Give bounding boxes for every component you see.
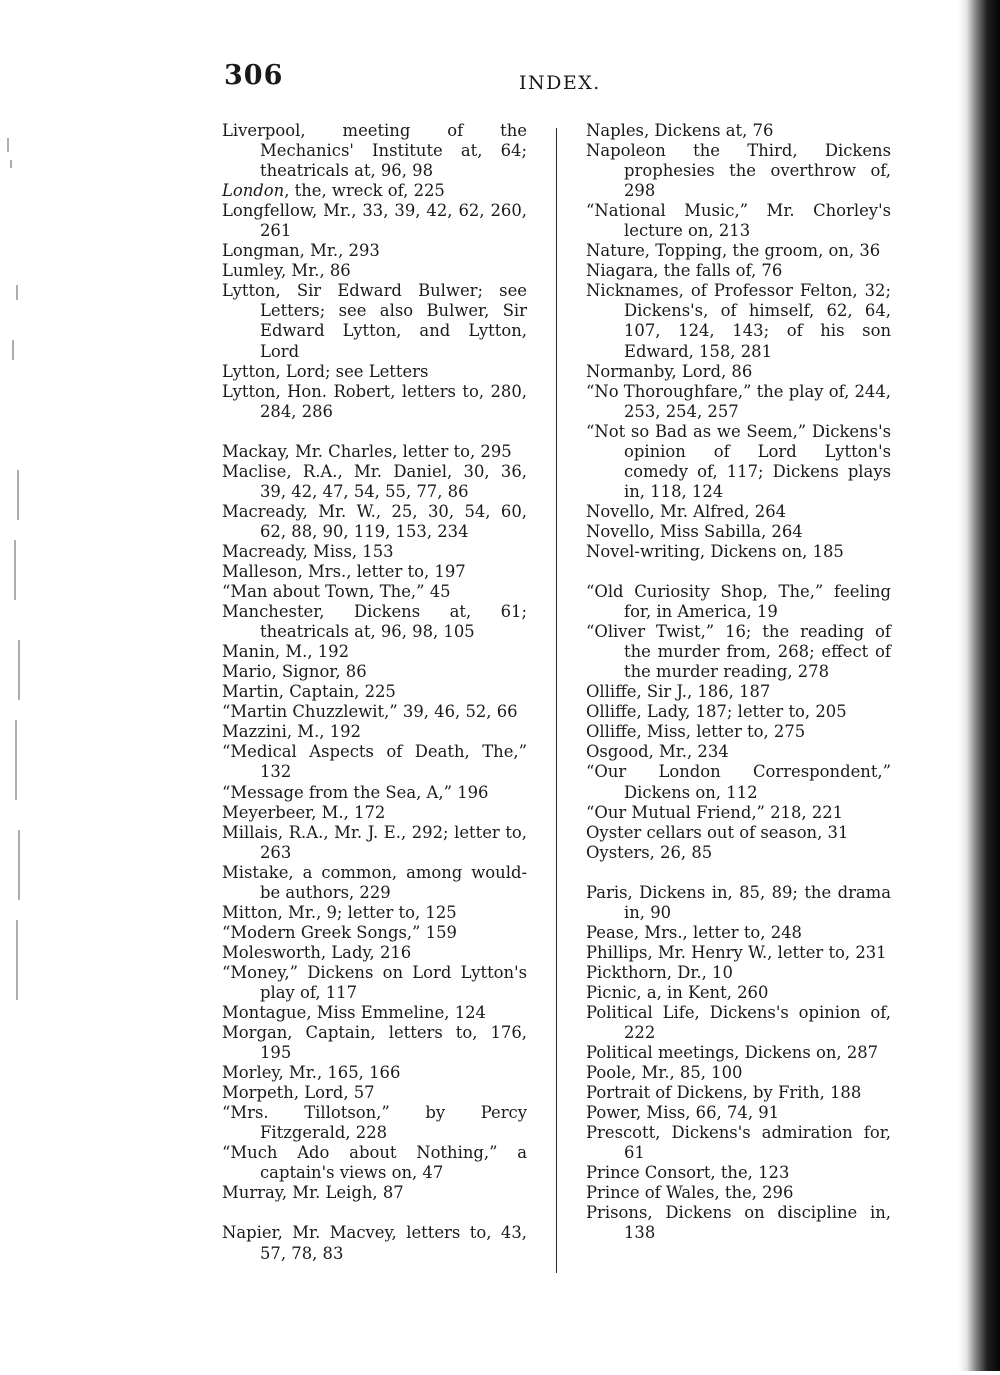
- index-entry: “Not so Bad as we Seem,” Dickens's opinion of Lord Lytton's comedy of, 117; Dickens plays in, 118, 124: [586, 421, 891, 501]
- index-entry: “Message from the Sea, A,” 196: [222, 782, 489, 802]
- index-entry: Longfellow, Mr., 33, 39, 42, 62, 260, 261: [222, 201, 527, 241]
- index-entry: Napier, Mr. Macvey, letters to, 43, 57, 78, 83: [222, 1223, 527, 1263]
- index-entry: Osgood, Mr., 234: [586, 742, 729, 762]
- index-entry: Lytton, Sir Edward Bulwer; see Letters; see also Bulwer, Sir Edward Lytton, and Lytton, Lord: [222, 281, 527, 361]
- index-entry: Power, Miss, 66, 74, 91: [586, 1103, 780, 1123]
- index-entry: Manchester, Dickens at, 61; theatricals at, 96, 98, 105: [222, 602, 527, 642]
- index-entry: Prisons, Dickens on discipline in, 138: [586, 1203, 891, 1243]
- index-entry: “Much Ado about Nothing,” a captain's views on, 47: [222, 1143, 527, 1183]
- index-entry: Lytton, Lord; see Letters: [222, 361, 429, 381]
- page-edge-left: [0, 0, 30, 1371]
- index-column-left: [222, 121, 527, 1264]
- index-entry: Millais, R.A., Mr. J. E., 292; letter to, 263: [222, 822, 527, 862]
- index-entry: “Modern Greek Songs,” 159: [222, 922, 457, 942]
- page-edge-right-shadow: [958, 0, 1000, 1371]
- index-entry: “Oliver Twist,” 16; the reading of the murder from, 268; effect of the murder reading, 278: [586, 622, 891, 682]
- index-entry: Novello, Mr. Alfred, 264: [586, 501, 787, 521]
- index-entry: Lytton, Hon. Robert, letters to, 280, 284, 286: [222, 381, 527, 421]
- letter-section-gap: [586, 562, 891, 582]
- letter-section-gap: [222, 1203, 527, 1223]
- column-divider: [556, 128, 557, 1273]
- index-entry: “Our Mutual Friend,” 218, 221: [586, 802, 844, 822]
- index-entry: Political Life, Dickens's opinion of, 222: [586, 1002, 891, 1043]
- index-entry: Pease, Mrs., letter to, 248: [586, 922, 802, 942]
- index-entry: London, the, wreck of, 225: [222, 181, 445, 201]
- index-entry: Morgan, Captain, letters to, 176, 195: [222, 1023, 527, 1063]
- index-entry: Poole, Mr., 85, 100: [586, 1063, 743, 1083]
- page-number: 306: [224, 60, 284, 91]
- index-entry: “Martin Chuzzlewit,” 39, 46, 52, 66: [222, 702, 518, 722]
- index-entry: Oysters, 26, 85: [586, 842, 713, 862]
- index-entry: “Old Curiosity Shop, The,” feeling for, in America, 19: [586, 582, 891, 622]
- index-entry: “Medical Aspects of Death, The,” 132: [222, 742, 527, 782]
- index-entry: Prince of Wales, the, 296: [586, 1183, 794, 1203]
- index-entry: Mackay, Mr. Charles, letter to, 295: [222, 441, 512, 461]
- index-entry: “Man about Town, The,” 45: [222, 582, 451, 602]
- index-entry: Macready, Miss, 153: [222, 541, 394, 561]
- index-entry: Manin, M., 192: [222, 642, 350, 662]
- index-entry: Montague, Miss Emmeline, 124: [222, 1003, 486, 1023]
- index-entry: Portrait of Dickens, by Frith, 188: [586, 1083, 862, 1103]
- index-entry: Novello, Miss Sabilla, 264: [586, 521, 803, 541]
- index-entry: Paris, Dickens in, 85, 89; the drama in, 90: [586, 882, 891, 922]
- running-head: INDEX.: [519, 72, 601, 94]
- index-entry: Mazzini, M., 192: [222, 722, 361, 742]
- index-entry: Mitton, Mr., 9; letter to, 125: [222, 902, 457, 922]
- index-entry: Olliffe, Lady, 187; letter to, 205: [586, 702, 847, 722]
- index-entry: Pickthorn, Dr., 10: [586, 962, 733, 982]
- index-entry: Mario, Signor, 86: [222, 662, 367, 682]
- index-entry: Morley, Mr., 165, 166: [222, 1063, 401, 1083]
- index-entry: Naples, Dickens at, 76: [586, 121, 774, 140]
- index-entry: Novel-writing, Dickens on, 185: [586, 541, 844, 561]
- index-entry: “Mrs. Tillotson,” by Percy Fitzgerald, 228: [222, 1103, 527, 1143]
- index-entry: Macready, Mr. W., 25, 30, 54, 60, 62, 88, 90, 119, 153, 234: [222, 501, 527, 541]
- letter-section-gap: [222, 422, 527, 442]
- index-entry: Maclise, R.A., Mr. Daniel, 30, 36, 39, 42, 47, 54, 55, 77, 86: [222, 461, 527, 501]
- index-entry: Olliffe, Miss, letter to, 275: [586, 722, 806, 742]
- index-entry: Prince Consort, the, 123: [586, 1163, 790, 1183]
- index-entry: Phillips, Mr. Henry W., letter to, 231: [586, 942, 887, 962]
- index-entry: Political meetings, Dickens on, 287: [586, 1043, 879, 1063]
- index-entry: Normanby, Lord, 86: [586, 361, 753, 381]
- index-entry: Nature, Topping, the groom, on, 36: [586, 241, 881, 261]
- index-entry: Malleson, Mrs., letter to, 197: [222, 561, 466, 581]
- index-entry: “No Thoroughfare,” the play of, 244, 253, 254, 257: [586, 381, 891, 421]
- index-entry: Morpeth, Lord, 57: [222, 1083, 375, 1103]
- index-entry: Lumley, Mr., 86: [222, 261, 351, 281]
- index-entry: Murray, Mr. Leigh, 87: [222, 1183, 404, 1203]
- index-entry: “Money,” Dickens on Lord Lytton's play of, 117: [222, 962, 527, 1002]
- index-entry: “National Music,” Mr. Chorley's lecture on, 213: [586, 201, 891, 241]
- index-entry: Liverpool, meeting of the Mechanics' Institute at, 64; theatricals at, 96, 98: [222, 121, 527, 181]
- index-entry: Molesworth, Lady, 216: [222, 942, 412, 962]
- index-entry: Prescott, Dickens's admiration for, 61: [586, 1123, 891, 1163]
- index-entry: Niagara, the falls of, 76: [586, 261, 783, 281]
- index-entry: Meyerbeer, M., 172: [222, 802, 386, 822]
- index-entry: Oyster cellars out of season, 31: [586, 822, 849, 842]
- index-entry: Olliffe, Sir J., 186, 187: [586, 682, 771, 702]
- index-entry: “Our London Correspondent,” Dickens on, 112: [586, 762, 891, 802]
- page-header: [0, 60, 1000, 100]
- letter-section-gap: [586, 863, 891, 883]
- index-entry: Mistake, a common, among would-be authors, 229: [222, 862, 527, 902]
- left-margin-marks: [0, 0, 30, 1371]
- index-entry: Longman, Mr., 293: [222, 241, 380, 261]
- index-entry: Martin, Captain, 225: [222, 682, 396, 702]
- index-column-right: [586, 121, 891, 1244]
- index-entry: Nicknames, of Professor Felton, 32; Dickens's, of himself, 62, 64, 107, 124, 143; of his son Edward, 158, 281: [586, 281, 891, 361]
- index-entry: Picnic, a, in Kent, 260: [586, 982, 769, 1002]
- index-entry: Napoleon the Third, Dickens prophesies the overthrow of, 298: [586, 141, 891, 201]
